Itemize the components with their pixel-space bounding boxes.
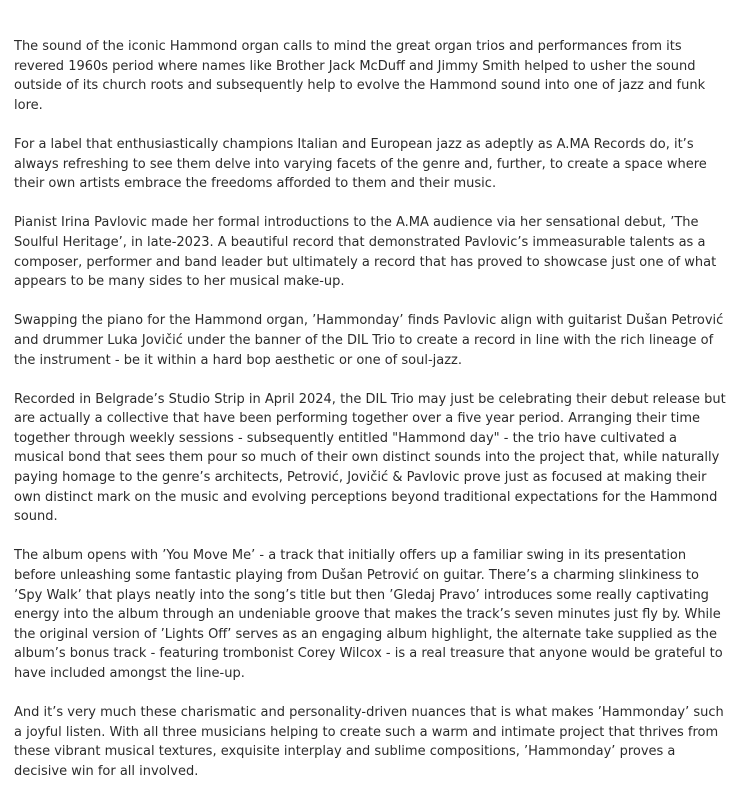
- paragraph-hammond: Swapping the piano for the Hammond organ, ’Hammonday’ finds Pavlovic align with guitarist Dušan Petrović and drummer Luka Jovičić under the banner of the DIL Trio to create a record in line with the rich lineage of the instrument - be it within a hard bop aesthetic or one of soul-jazz.: [14, 313, 724, 368]
- paragraph-conclusion: And it’s very much these charismatic and personality-driven nuances that is what makes ’Hammonday’ such a joyful listen. With all three musicians helping to create such a warm and intimate project that thrives from these vibrant musical textures, exquisite interplay and sublime compositions, ’Hammonday’ proves a decisive win for all involved.: [14, 705, 724, 779]
- paragraph-pianist: Pianist Irina Pavlovic made her formal introductions to the A.MA audience via her sensational debut, ’The Soulful Heritage’, in late-2023. A beautiful record that demonstrated Pavlovic’s immeasurable talents as a composer, performer and band leader but ultimately a record that has proved to showcase just one of what appears to be many sides to her musical make-up.: [14, 215, 717, 290]
- paragraph-recording: Recorded in Belgrade’s Studio Strip in April 2024, the DIL Trio may just be celebrating their debut release but are actually a collective that have been performing together over a five year period. Arranging their time together through weekly sessions - subsequently entitled "Hammond day" - the trio have cultivated a musical bond that sees them pour so much of their own distinct sounds into the project that, while naturally paying homage to the genre’s architects, Petrović, Jovičić & Pavlovic prove just as focused at making their own distinct mark on the music and evolving perceptions beyond traditional expectations for the Hammond sound.: [14, 391, 726, 525]
- paragraph-intro: The sound of the iconic Hammond organ calls to mind the great organ trios and performances from its revered 1960s period where names like Brother Jack McDuff and Jimmy Smith helped to usher the sound outside of its church roots and subsequently help to evolve the Hammond sound into one of jazz and funk lore.: [14, 39, 706, 113]
- article-body: [14, 37, 726, 801]
- paragraph-label: For a label that enthusiastically champions Italian and European jazz as adeptly as A.MA Records do, it’s always refreshing to see them delve into varying facets of the genre and, further, to create a space where their own artists embrace the freedoms afforded to them and their music.: [14, 136, 707, 192]
- paragraph-tracks: The album opens with ’You Move Me’ - a track that initially offers up a familiar swing in its presentation before unleashing some fantastic playing from Dušan Petrović on guitar. There’s a charming slinkiness to ’Spy Walk’ that plays neatly into the song’s title but then ’Gledaj Pravo’ introduces some really captivating energy into the album through an undeniable groove that makes the track’s seven minutes just fly by. While the original version of ’Lights Off’ serves as an engaging album highlight, the alternate take supplied as the album’s bonus track - featuring trombonist Corey Wilcox - is a real treasure that anyone would be grateful to have included amongst the line-up.: [14, 548, 723, 681]
